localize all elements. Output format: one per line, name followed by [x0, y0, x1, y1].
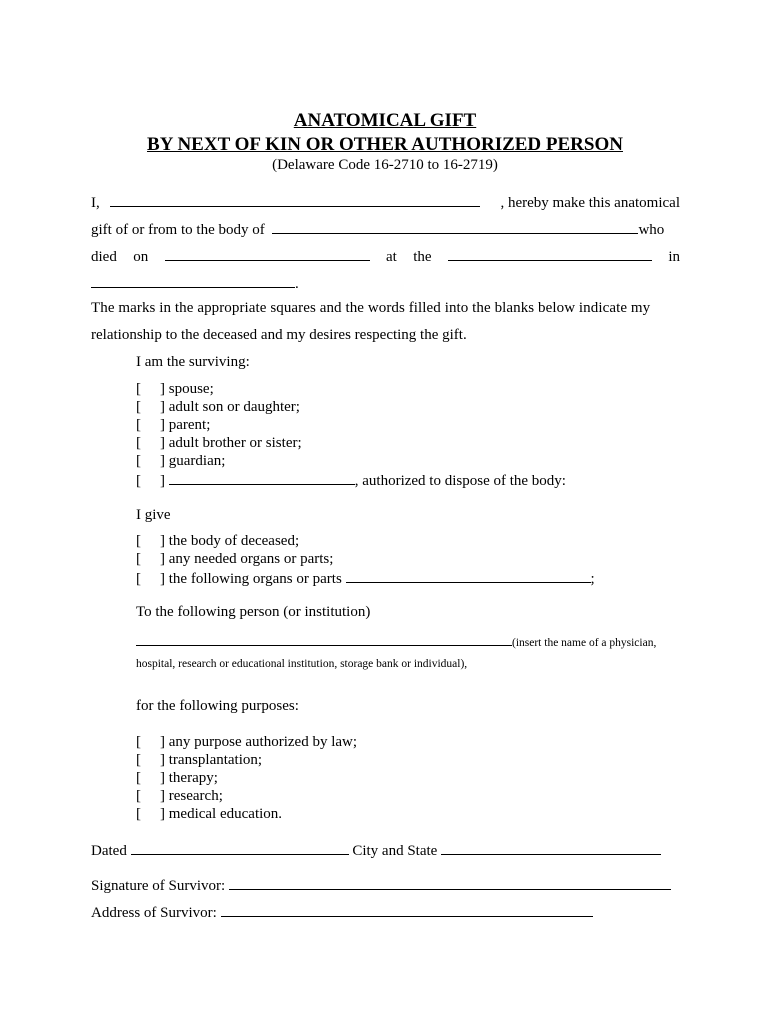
gift-of-text: gift of or from to the body of: [91, 222, 265, 238]
in-text: in: [668, 249, 680, 265]
marks-line-1: The marks in the appropriate squares and the words filled into the blanks below indicate my: [91, 300, 651, 316]
period-text: .: [295, 276, 299, 292]
address-line: [91, 902, 593, 922]
recipient-insert-note: (insert the name of a physician,: [512, 637, 657, 649]
purpose-option-therapy[interactable]: [ ] therapy;: [136, 770, 218, 786]
intro-line-4: [91, 273, 680, 293]
make-gift-text: , hereby make this anatomical: [500, 195, 680, 211]
intro-line-1: [91, 192, 680, 212]
purpose-option-research[interactable]: [ ] research;: [136, 788, 223, 804]
other-relationship-blank[interactable]: [169, 470, 355, 485]
signature-label: Signature of Survivor:: [91, 878, 226, 894]
surviving-option-other[interactable]: [ ] , authorized to dispose of the body:: [136, 470, 566, 490]
surviving-heading: I am the surviving:: [136, 354, 250, 370]
purpose-option-transplantation[interactable]: [ ] transplantation;: [136, 752, 263, 768]
surviving-option-sibling[interactable]: [ ] adult brother or sister;: [136, 435, 302, 451]
purpose-option-education[interactable]: [ ] medical education.: [136, 806, 283, 822]
recipient-insert-note-2: hospital, research or educational institution, storage bank or individual),: [136, 658, 468, 670]
title-line-1: ANATOMICAL GIFT: [293, 110, 477, 131]
surviving-option-adult-child[interactable]: [ ] adult son or daughter;: [136, 399, 300, 415]
recipient-heading: To the following person (or institution): [136, 604, 371, 620]
city-state-label: City and State: [352, 843, 438, 859]
on-text: on: [133, 249, 149, 265]
signature-line: [91, 875, 671, 895]
address-label: Address of Survivor:: [91, 905, 217, 921]
give-option-specific-organs[interactable]: [ ] the following organs or parts ;: [136, 568, 595, 588]
purpose-option-any[interactable]: [ ] any purpose authorized by law;: [136, 734, 358, 750]
surviving-option-guardian[interactable]: [ ] guardian;: [136, 453, 226, 469]
death-date-blank[interactable]: [165, 246, 370, 261]
dated-label: Dated: [91, 843, 127, 859]
intro-line-2: [91, 219, 680, 239]
deceased-name-blank[interactable]: [272, 219, 638, 234]
marks-line-2: relationship to the deceased and my desires respecting the gift.: [91, 327, 467, 343]
give-heading: I give: [136, 507, 171, 523]
organs-list-blank[interactable]: [346, 568, 591, 583]
who-text: who: [638, 222, 665, 238]
died-text: died: [91, 249, 117, 265]
declarant-name-blank[interactable]: [110, 192, 480, 207]
death-place-blank[interactable]: [448, 246, 652, 261]
i-prefix: I,: [91, 195, 100, 211]
give-option-any-organs[interactable]: [ ] any needed organs or parts;: [136, 551, 334, 567]
address-blank[interactable]: [221, 902, 593, 917]
city-state-blank[interactable]: [441, 840, 661, 855]
signature-blank[interactable]: [229, 875, 671, 890]
surviving-option-spouse[interactable]: [ ] spouse;: [136, 381, 214, 397]
recipient-line: [136, 631, 656, 652]
surviving-option-parent[interactable]: [ ] parent;: [136, 417, 211, 433]
death-location-blank[interactable]: [91, 273, 295, 288]
code-reference: (Delaware Code 16-2710 to 16-2719): [272, 157, 498, 173]
dated-line: [91, 840, 661, 860]
intro-line-3: [91, 246, 680, 266]
recipient-name-blank[interactable]: [136, 631, 512, 646]
dated-blank[interactable]: [131, 840, 349, 855]
purposes-heading: for the following purposes:: [136, 698, 299, 714]
the-text: the: [413, 249, 432, 265]
at-text: at: [386, 249, 397, 265]
title-line-2: BY NEXT OF KIN OR OTHER AUTHORIZED PERSON: [147, 134, 623, 155]
give-option-body[interactable]: [ ] the body of deceased;: [136, 533, 300, 549]
